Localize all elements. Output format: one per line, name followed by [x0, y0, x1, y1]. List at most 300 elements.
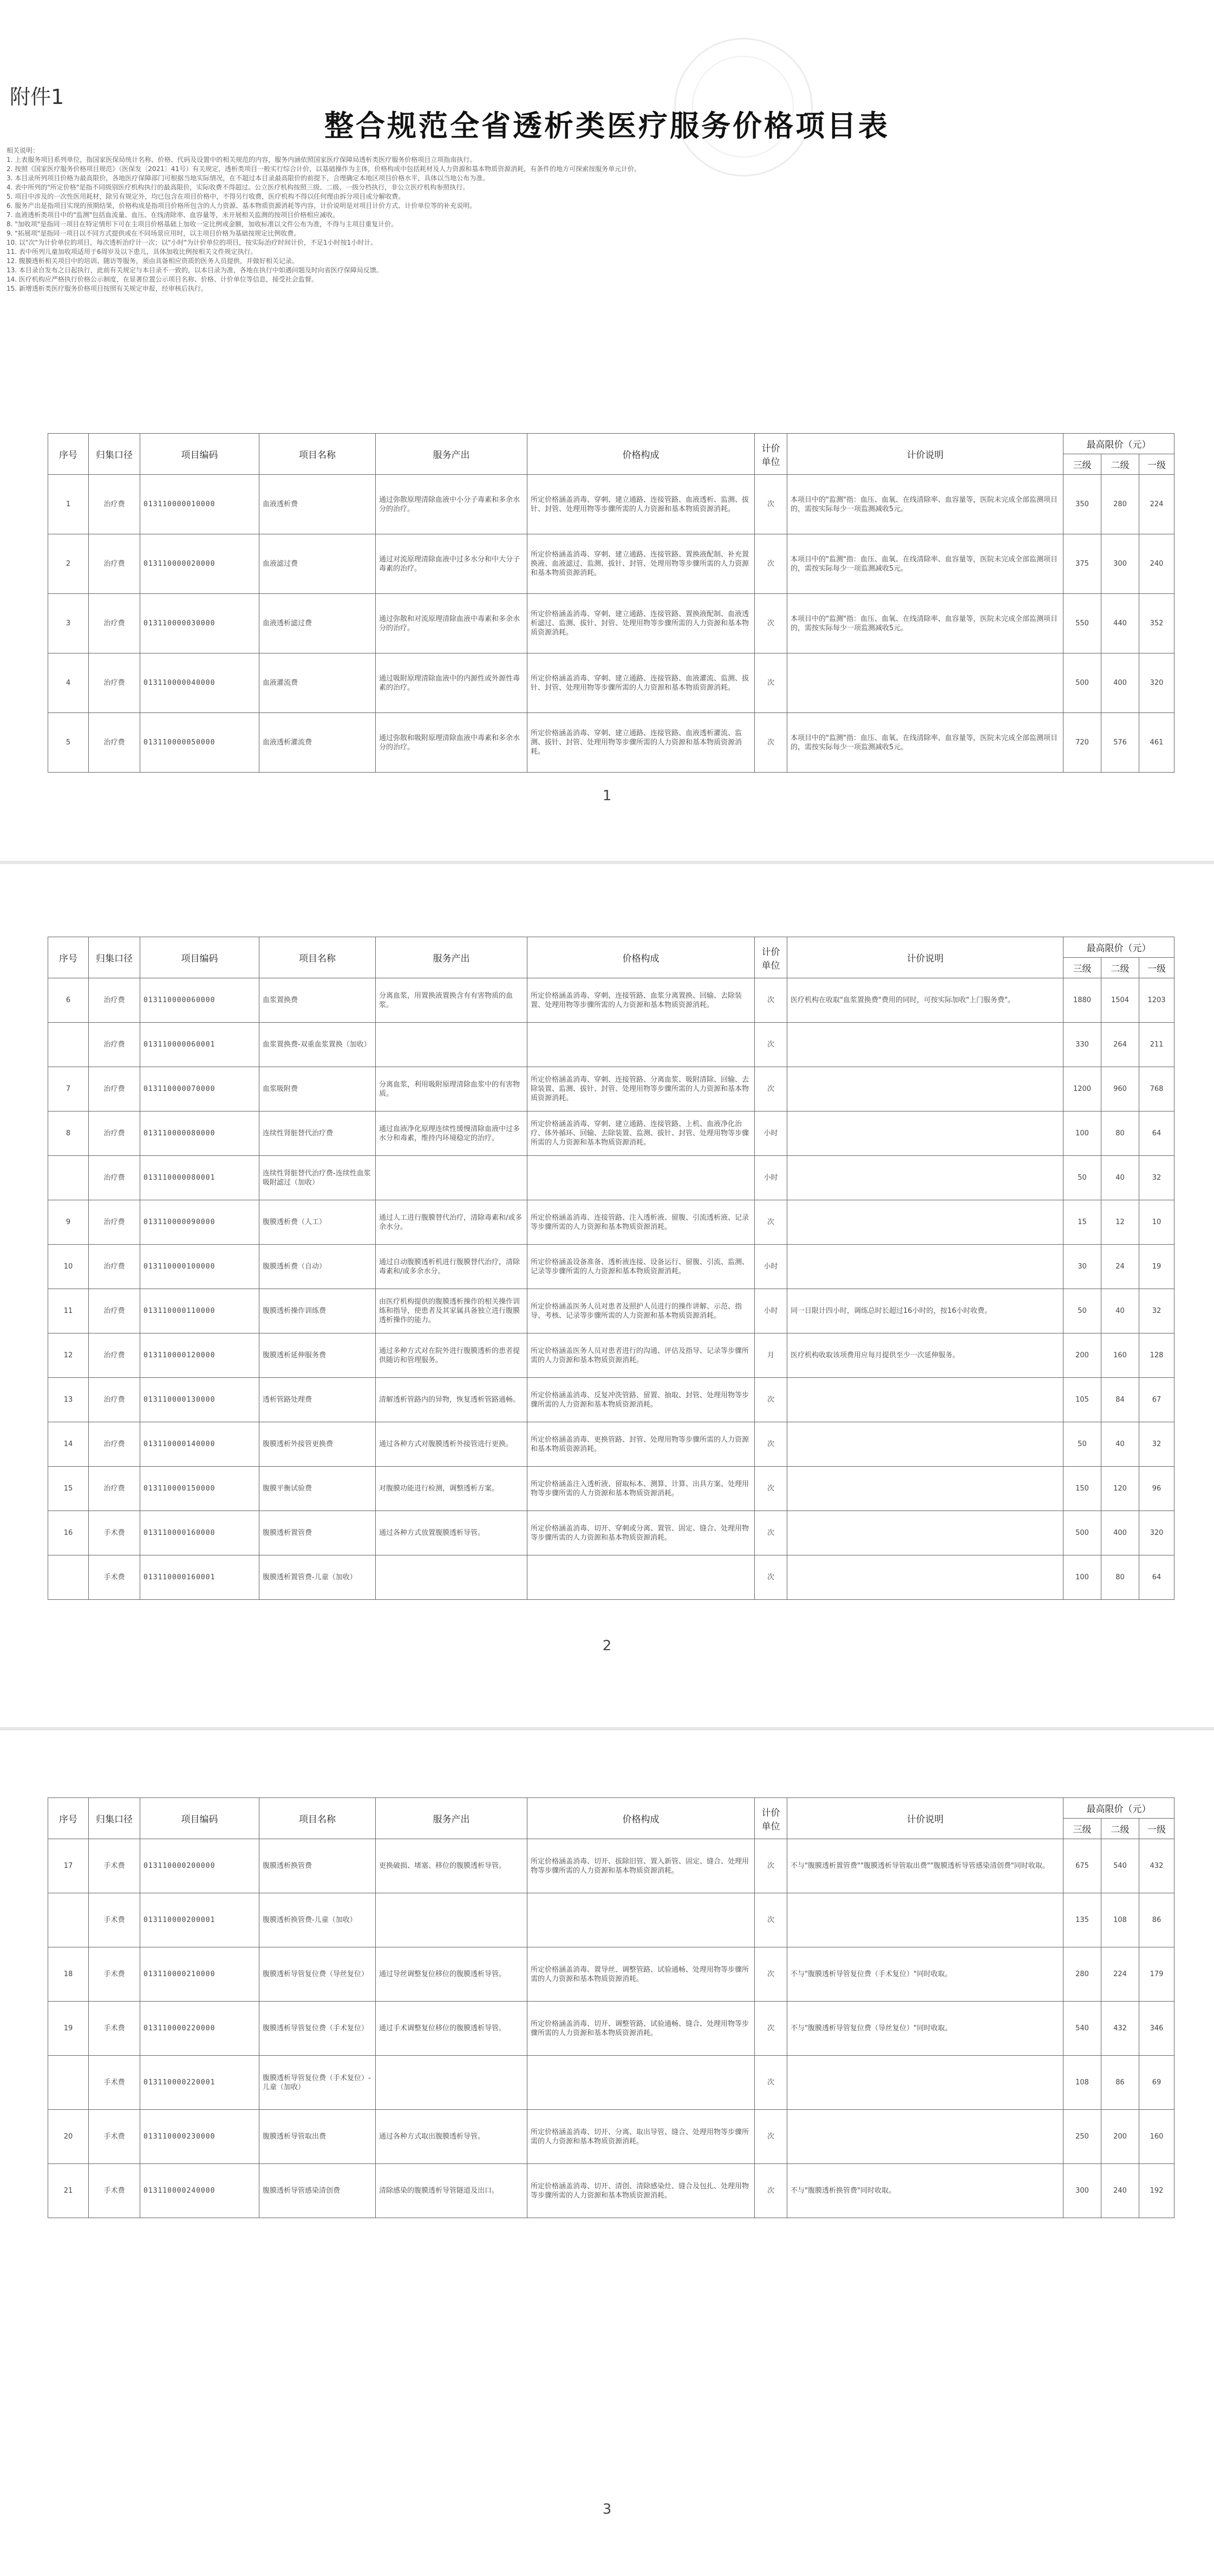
- note-line: 8. "加收项"是指同一项目在特定情形下可在主项目价格基础上加收一定比例或金额，加收标准以文件公布为准，不得与主项目重复计价。: [6, 220, 398, 228]
- seq-cell: 21: [48, 2164, 89, 2218]
- output-cell: 通过弥散和吸附原理清除血液中毒素和多余水分的治疗。: [376, 713, 527, 773]
- code-cell: 013110000030000: [140, 594, 259, 653]
- table-row: [48, 1245, 1174, 1289]
- code-cell: 013110000130000: [140, 1378, 259, 1422]
- name-cell: 腹膜透析换管费: [259, 1839, 376, 1893]
- price-level1: 128: [1139, 1333, 1174, 1378]
- table-row: [48, 978, 1174, 1023]
- price-level1: 432: [1139, 1839, 1174, 1893]
- category-cell: 手术费: [89, 1555, 140, 1600]
- header-output: 服务产出: [376, 937, 527, 978]
- seq-cell: 20: [48, 2110, 89, 2164]
- name-cell: 腹膜透析导管复位费（手术复位）-儿童（加收）: [259, 2056, 376, 2110]
- output-cell: 通过各种方式对腹膜透析外接管进行更换。: [376, 1422, 527, 1467]
- price-level2: 24: [1101, 1245, 1139, 1289]
- explanation-cell: [787, 1112, 1063, 1156]
- price-level1: 179: [1139, 1947, 1174, 2002]
- table-row: [48, 1289, 1174, 1333]
- seq-cell: 14: [48, 1422, 89, 1467]
- composition-cell: 所定价格涵盖消毒、反复冲洗管路、留置、抽取、封管、处理用物等步骤所需的人力资源和基本物质资源消耗。: [527, 1378, 755, 1422]
- composition-cell: 所定价格涵盖消毒、切开、分离、取出导管、缝合、处理用物等步骤所需的人力资源和基本物质资源消耗。: [527, 2110, 755, 2164]
- name-cell: 腹膜透析导管复位费（手术复位）: [259, 2002, 376, 2056]
- category-cell: 治疗费: [89, 1467, 140, 1511]
- price-level2: 80: [1101, 1555, 1139, 1600]
- header-code: 项目编码: [140, 937, 259, 978]
- price-level3: 500: [1063, 1511, 1101, 1555]
- unit-cell: 次: [755, 2002, 787, 2056]
- explanation-cell: 不与"腹膜透析换管费"同时收取。: [787, 2164, 1063, 2218]
- price-level3: 108: [1063, 2056, 1101, 2110]
- explanation-cell: [787, 1422, 1063, 1467]
- price-level1: 346: [1139, 2002, 1174, 2056]
- price-level3: 1880: [1063, 978, 1101, 1023]
- page-number: 2: [602, 1638, 612, 1654]
- price-level1: 768: [1139, 1067, 1174, 1112]
- seq-cell: 6: [48, 978, 89, 1023]
- header-level3: 三级: [1063, 958, 1101, 978]
- composition-cell: 所定价格涵盖消毒、置导丝、调整管路、试验通畅、处理用物等步骤所需的人力资源和基本物质资源消耗。: [527, 1947, 755, 2002]
- header-level2: 二级: [1101, 958, 1139, 978]
- header-name: 项目名称: [259, 434, 376, 475]
- category-cell: 治疗费: [89, 1067, 140, 1112]
- composition-cell: 所定价格涵盖注入透析液、留取标本、测算、计算、出具方案、处理用物等步骤所需的人力资源和基本物质资源消耗。: [527, 1467, 755, 1511]
- explanation-cell: [787, 653, 1063, 713]
- header-level2: 二级: [1101, 454, 1139, 475]
- unit-cell: 次: [755, 1511, 787, 1555]
- table-row: [48, 594, 1174, 653]
- category-cell: 治疗费: [89, 1112, 140, 1156]
- price-level3: 375: [1063, 534, 1101, 594]
- output-cell: [376, 2056, 527, 2110]
- price-level3: 250: [1063, 2110, 1101, 2164]
- explanation-cell: 本项目中的"监测"指：血压、血氧、在线清除率、血容量等，医院未完成全部监测项目的，需按实际每少一项监测减收5元。: [787, 475, 1063, 534]
- header-max-price: 最高限价（元）: [1063, 937, 1174, 958]
- output-cell: 通过对流原理清除血液中过多水分和中大分子毒素的治疗。: [376, 534, 527, 594]
- output-cell: 通过吸附原理清除血液中的内源性或外源性毒素的治疗。: [376, 653, 527, 713]
- price-level2: 440: [1101, 594, 1139, 653]
- price-level2: 200: [1101, 2110, 1139, 2164]
- unit-cell: 小时: [755, 1289, 787, 1333]
- price-level2: 160: [1101, 1333, 1139, 1378]
- code-cell: 013110000080001: [140, 1156, 259, 1200]
- code-cell: 013110000140000: [140, 1422, 259, 1467]
- price-level3: 30: [1063, 1245, 1101, 1289]
- category-cell: 手术费: [89, 2164, 140, 2218]
- output-cell: 清除感染的腹膜透析导管隧道及出口。: [376, 2164, 527, 2218]
- header-unit: 计价单位: [755, 937, 787, 978]
- table-row: [48, 1112, 1174, 1156]
- explanation-cell: [787, 1511, 1063, 1555]
- page-divider: [0, 1727, 1214, 1730]
- output-cell: 通过血液净化原理连续性缓慢清除血液中过多水分和毒素，维持内环境稳定的治疗。: [376, 1112, 527, 1156]
- note-line: 13. 本目录自发布之日起执行，此前有关规定与本目录不一致的，以本目录为准，各地在执行中如遇问题及时向省医疗保障局反馈。: [6, 266, 383, 274]
- category-cell: 治疗费: [89, 653, 140, 713]
- note-line: 2. 按照《国家医疗服务价格项目规范》（医保发〔2021〕41号）有关规定，透析类项目一般实行综合计价，以基础操作为主体，价格构成中包括耗材及人力资源和基本物质资源消耗，有条件的地方可探索按服务单元计价。: [6, 165, 641, 173]
- header-max-price: 最高限价（元）: [1063, 1798, 1174, 1819]
- composition-cell: 所定价格涵盖消毒、穿刺、建立通路、连接管路、血液透析灌流、监测、拔针、封管、处理用物等步骤所需的人力资源和基本物质资源消耗。: [527, 713, 755, 773]
- name-cell: 连续性肾脏替代治疗费: [259, 1112, 376, 1156]
- price-level2: 108: [1101, 1893, 1139, 1947]
- name-cell: 血浆置换费: [259, 978, 376, 1023]
- explanation-cell: 不与"腹膜透析置管费""腹膜透析导管取出费""腹膜透析导管感染清创费"同时收取。: [787, 1839, 1063, 1893]
- explanation-cell: [787, 2110, 1063, 2164]
- note-line: 7. 血液透析类项目中的"监测"包括血流量、血压、在线清除率、血容量等，未开展相关监测的按项目价格相应减收。: [6, 211, 340, 219]
- table-row: [48, 1947, 1174, 2002]
- seq-cell: [48, 2056, 89, 2110]
- unit-cell: 次: [755, 1467, 787, 1511]
- code-cell: 013110000210000: [140, 1947, 259, 2002]
- price-level3: 300: [1063, 2164, 1101, 2218]
- unit-cell: 次: [755, 475, 787, 534]
- price-level3: 720: [1063, 713, 1101, 773]
- header-explanation: 计价说明: [787, 937, 1063, 978]
- name-cell: 腹膜透析费（自动）: [259, 1245, 376, 1289]
- composition-cell: [527, 2056, 755, 2110]
- header-output: 服务产出: [376, 1798, 527, 1839]
- code-cell: 013110000220001: [140, 2056, 259, 2110]
- page-number: 1: [602, 788, 612, 804]
- price-level1: 320: [1139, 653, 1174, 713]
- page-divider: [0, 861, 1214, 864]
- explanation-cell: [787, 1245, 1063, 1289]
- table-row: [48, 1467, 1174, 1511]
- note-line: 4. 表中所列的"所定价格"是指不同级别医疗机构执行的最高限价，实际收费不得超过。公立医疗机构按照三级、二级、一级分档执行，非公立医疗机构参照执行。: [6, 184, 469, 191]
- unit-cell: 次: [755, 1067, 787, 1112]
- name-cell: 腹膜透析置管费: [259, 1511, 376, 1555]
- seq-cell: 4: [48, 653, 89, 713]
- explanation-cell: 不与"腹膜透析导管复位费（手术复位）"同时收取。: [787, 1947, 1063, 2002]
- category-cell: 手术费: [89, 1839, 140, 1893]
- name-cell: 透析管路处理费: [259, 1378, 376, 1422]
- table-row: [48, 1200, 1174, 1245]
- output-cell: 通过各种方式取出腹膜透析导管。: [376, 2110, 527, 2164]
- unit-cell: 次: [755, 713, 787, 773]
- explanation-cell: 同一日限计四小时，调练总时长超过16小时的，按16小时收费。: [787, 1289, 1063, 1333]
- unit-cell: 次: [755, 978, 787, 1023]
- code-cell: 013110000230000: [140, 2110, 259, 2164]
- explanation-cell: 本项目中的"监测"指：血压、血氧、在线清除率、血容量等，医院未完成全部监测项目的，需按实际每少一项监测减收5元。: [787, 594, 1063, 653]
- category-cell: 治疗费: [89, 1023, 140, 1067]
- composition-cell: 所定价格涵盖医务人员对患者及照护人员进行的操作讲解、示范、指导、考核、记录等步骤所需的人力资源和基本物质资源消耗。: [527, 1289, 755, 1333]
- explanation-cell: [787, 1893, 1063, 1947]
- header-level3: 三级: [1063, 454, 1101, 475]
- table-row: [48, 475, 1174, 534]
- note-line: 11. 表中所列儿童加收项适用于6周岁及以下患儿，具体加收比例按相关文件规定执行。: [6, 248, 257, 256]
- name-cell: 腹膜透析换管费-儿童（加收）: [259, 1893, 376, 1947]
- category-cell: 治疗费: [89, 1333, 140, 1378]
- output-cell: 通过人工进行腹膜替代治疗，清除毒素和/或多余水分。: [376, 1200, 527, 1245]
- table-row: [48, 1422, 1174, 1467]
- code-cell: 013110000070000: [140, 1067, 259, 1112]
- unit-cell: 次: [755, 653, 787, 713]
- code-cell: 013110000110000: [140, 1289, 259, 1333]
- price-level1: 240: [1139, 534, 1174, 594]
- header-unit: 计价单位: [755, 434, 787, 475]
- name-cell: 腹膜透析延伸服务费: [259, 1333, 376, 1378]
- table-row: [48, 1555, 1174, 1600]
- header-seq: 序号: [48, 434, 89, 475]
- explanation-cell: [787, 1067, 1063, 1112]
- name-cell: 腹膜透析导管取出费: [259, 2110, 376, 2164]
- price-level3: 50: [1063, 1422, 1101, 1467]
- explanation-cell: [787, 1378, 1063, 1422]
- header-name: 项目名称: [259, 937, 376, 978]
- composition-cell: 所定价格涵盖消毒、切开、拔除旧管、置入新管、固定、缝合、处理用物等步骤所需的人力资源和基本物质资源消耗。: [527, 1839, 755, 1893]
- name-cell: 连续性肾脏替代治疗费-连续性血浆吸附滤过（加收）: [259, 1156, 376, 1200]
- explanation-cell: [787, 1023, 1063, 1067]
- name-cell: 血液灌流费: [259, 653, 376, 713]
- price-level2: 40: [1101, 1422, 1139, 1467]
- price-level2: 280: [1101, 475, 1139, 534]
- table-row: [48, 2056, 1174, 2110]
- price-level2: 40: [1101, 1156, 1139, 1200]
- price-level3: 350: [1063, 475, 1101, 534]
- seq-cell: 8: [48, 1112, 89, 1156]
- price-level1: 192: [1139, 2164, 1174, 2218]
- name-cell: 腹膜透析置管费-儿童（加收）: [259, 1555, 376, 1600]
- header-category: 归集口径: [89, 434, 140, 475]
- unit-cell: 次: [755, 1200, 787, 1245]
- unit-cell: 次: [755, 2056, 787, 2110]
- composition-cell: 所定价格涵盖消毒、穿刺、建立通路、连接管路、置换液配制、血液透析滤过、监测、拔针、封管、处理用物等步骤所需的人力资源和基本物质资源消耗。: [527, 594, 755, 653]
- table-row: [48, 534, 1174, 594]
- seq-cell: 19: [48, 2002, 89, 2056]
- composition-cell: 所定价格涵盖消毒、更换管路、封管、处理用物等步骤所需的人力资源和基本物质资源消耗。: [527, 1422, 755, 1467]
- category-cell: 手术费: [89, 1511, 140, 1555]
- header-code: 项目编码: [140, 434, 259, 475]
- note-line: 1. 上表服务项目系列单位，指国家医保局统计名称、价格、代码及设置中的相关规范的内容，服务内涵依照国家医疗保障局透析类医疗服务价格项目立项指南执行。: [6, 156, 477, 164]
- price-level3: 50: [1063, 1156, 1101, 1200]
- output-cell: 由医疗机构提供的腹膜透析操作的相关操作训练和指导，使患者及其家属具备独立进行腹膜透析操作的能力。: [376, 1289, 527, 1333]
- price-level3: 550: [1063, 594, 1101, 653]
- explanation-cell: 不与"腹膜透析导管复位费（导丝复位）"同时收取。: [787, 2002, 1063, 2056]
- code-cell: 013110000200000: [140, 1839, 259, 1893]
- page-1: [0, 0, 1214, 834]
- price-level1: 19: [1139, 1245, 1174, 1289]
- name-cell: 血浆吸附费: [259, 1067, 376, 1112]
- price-level3: 500: [1063, 653, 1101, 713]
- composition-cell: 所定价格涵盖设备准备、透析液连接、设备运行、留腹、引流、监测、记录等步骤所需的人力资源和基本物质资源消耗。: [527, 1245, 755, 1289]
- output-cell: 通过多种方式对在院外进行腹膜透析的患者提供随访和管理服务。: [376, 1333, 527, 1378]
- unit-cell: 月: [755, 1333, 787, 1378]
- price-level1: 67: [1139, 1378, 1174, 1422]
- seq-cell: 17: [48, 1839, 89, 1893]
- price-level2: 224: [1101, 1947, 1139, 2002]
- category-cell: 治疗费: [89, 534, 140, 594]
- note-line: 3. 本目录所列项目价格为最高限价，各地医疗保障部门可根据当地实际情况，在不超过本目录最高限价的前提下，合理确定本地区项目价格水平，具体以当地公布为准。: [6, 174, 489, 182]
- explanation-cell: [787, 1467, 1063, 1511]
- price-level2: 86: [1101, 2056, 1139, 2110]
- unit-cell: 次: [755, 2110, 787, 2164]
- explanation-cell: 本项目中的"监测"指：血压、血氧、在线清除率、血容量等，医院未完成全部监测项目的，需按实际每少一项监测减收5元。: [787, 713, 1063, 773]
- price-level2: 400: [1101, 1511, 1139, 1555]
- price-level1: 32: [1139, 1289, 1174, 1333]
- explanation-cell: 本项目中的"监测"指：血压、血氧、在线清除率、血容量等，医院未完成全部监测项目的，需按实际每少一项监测减收5元。: [787, 534, 1063, 594]
- seq-cell: 16: [48, 1511, 89, 1555]
- header-composition: 价格构成: [527, 937, 755, 978]
- code-cell: 013110000160001: [140, 1555, 259, 1600]
- price-level2: 12: [1101, 1200, 1139, 1245]
- explanation-cell: [787, 1156, 1063, 1200]
- name-cell: 血液透析滤过费: [259, 594, 376, 653]
- category-cell: 治疗费: [89, 1378, 140, 1422]
- price-level3: 280: [1063, 1947, 1101, 2002]
- seq-cell: [48, 1893, 89, 1947]
- table-row: [48, 1839, 1174, 1893]
- category-cell: 手术费: [89, 1893, 140, 1947]
- header-seq: 序号: [48, 1798, 89, 1839]
- composition-cell: 所定价格涵盖消毒、穿刺、连接管路、分离血浆、吸附清除、回输、去除装置、监测、拔针、封管、处理用物等步骤所需的人力资源和基本物质资源消耗。: [527, 1067, 755, 1112]
- table-row: [48, 1023, 1174, 1067]
- price-level1: 160: [1139, 2110, 1174, 2164]
- category-cell: 治疗费: [89, 978, 140, 1023]
- price-level3: 675: [1063, 1839, 1101, 1893]
- output-cell: 分离血浆，利用吸附原理清除血浆中的有害物质。: [376, 1067, 527, 1112]
- header-explanation: 计价说明: [787, 434, 1063, 475]
- output-cell: [376, 1023, 527, 1067]
- composition-cell: 所定价格涵盖消毒、穿刺、连接管路、血浆分离置换、回输、去除装置、处理用物等步骤所需的人力资源和基本物质资源消耗。: [527, 978, 755, 1023]
- unit-cell: 次: [755, 1023, 787, 1067]
- composition-cell: 所定价格涵盖消毒、连接管路、注入透析液、留腹、引流透析液、记录等步骤所需的人力资源和基本物质资源消耗。: [527, 1200, 755, 1245]
- seq-cell: 5: [48, 713, 89, 773]
- code-cell: 013110000150000: [140, 1467, 259, 1511]
- seq-cell: 3: [48, 594, 89, 653]
- name-cell: 腹膜透析导管感染清创费: [259, 2164, 376, 2218]
- seq-cell: 1: [48, 475, 89, 534]
- composition-cell: [527, 1555, 755, 1600]
- price-level1: 86: [1139, 1893, 1174, 1947]
- header-level1: 一级: [1139, 454, 1174, 475]
- price-level2: 40: [1101, 1289, 1139, 1333]
- unit-cell: 次: [755, 534, 787, 594]
- unit-cell: 次: [755, 1947, 787, 2002]
- price-level3: 105: [1063, 1378, 1101, 1422]
- explanation-cell: [787, 1200, 1063, 1245]
- category-cell: 治疗费: [89, 594, 140, 653]
- code-cell: 013110000160000: [140, 1511, 259, 1555]
- composition-cell: 所定价格涵盖消毒、切开、穿刺或分离、置管、固定、缝合、处理用物等步骤所需的人力资源和基本物质资源消耗。: [527, 1511, 755, 1555]
- output-cell: 通过自动腹膜透析机进行腹膜替代治疗，清除毒素和/或多余水分。: [376, 1245, 527, 1289]
- table-row: [48, 713, 1174, 773]
- header-category: 归集口径: [89, 1798, 140, 1839]
- composition-cell: 所定价格涵盖消毒、穿刺、建立通路、连接管路、置换液配制、补充置换液、血液滤过、监测、拔针、封管、处理用物等步骤所需的人力资源和基本物质资源消耗。: [527, 534, 755, 594]
- code-cell: 013110000240000: [140, 2164, 259, 2218]
- header-seq: 序号: [48, 937, 89, 978]
- table-row: [48, 2164, 1174, 2218]
- seq-cell: [48, 1023, 89, 1067]
- header-level2: 二级: [1101, 1819, 1139, 1839]
- composition-cell: 所定价格涵盖医务人员对患者进行的沟通、评估及指导、记录等步骤所需的人力资源和基本物质资源消耗。: [527, 1333, 755, 1378]
- composition-cell: [527, 1893, 755, 1947]
- output-cell: 对腹膜功能进行检测，调整透析方案。: [376, 1467, 527, 1511]
- composition-cell: [527, 1156, 755, 1200]
- page-2: [0, 877, 1214, 1711]
- name-cell: 血浆置换费-双重血浆置换（加收）: [259, 1023, 376, 1067]
- table-row: [48, 653, 1174, 713]
- price-level2: 432: [1101, 2002, 1139, 2056]
- price-level3: 100: [1063, 1555, 1101, 1600]
- code-cell: 013110000050000: [140, 713, 259, 773]
- seq-cell: 12: [48, 1333, 89, 1378]
- fee-table-page-2: [48, 937, 1174, 1600]
- header-level3: 三级: [1063, 1819, 1101, 1839]
- price-level1: 211: [1139, 1023, 1174, 1067]
- document-title: 整合规范全省透析类医疗服务价格项目表: [324, 109, 890, 143]
- output-cell: 通过弥散和对流原理清除血液中毒素和多余水分的治疗。: [376, 594, 527, 653]
- header-code: 项目编码: [140, 1798, 259, 1839]
- note-line: 6. 服务产出是指项目实现的预期结果，价格构成是指项目价格所包含的人力资源、基本物质资源消耗等内容，计价说明是对项目计价方式、计价单位等的补充说明。: [6, 202, 477, 210]
- unit-cell: 次: [755, 594, 787, 653]
- code-cell: 013110000120000: [140, 1333, 259, 1378]
- code-cell: 013110000090000: [140, 1200, 259, 1245]
- category-cell: 手术费: [89, 2110, 140, 2164]
- header-composition: 价格构成: [527, 1798, 755, 1839]
- seq-cell: [48, 1555, 89, 1600]
- table-row: [48, 1378, 1174, 1422]
- unit-cell: 次: [755, 1893, 787, 1947]
- name-cell: 腹膜平衡试验费: [259, 1467, 376, 1511]
- price-level3: 200: [1063, 1333, 1101, 1378]
- code-cell: 013110000060000: [140, 978, 259, 1023]
- header-unit: 计价单位: [755, 1798, 787, 1839]
- price-level2: 240: [1101, 2164, 1139, 2218]
- header-explanation: 计价说明: [787, 1798, 1063, 1839]
- price-level2: 80: [1101, 1112, 1139, 1156]
- code-cell: 013110000220000: [140, 2002, 259, 2056]
- header-level1: 一级: [1139, 1819, 1174, 1839]
- category-cell: 治疗费: [89, 1200, 140, 1245]
- unit-cell: 小时: [755, 1245, 787, 1289]
- category-cell: 手术费: [89, 2002, 140, 2056]
- price-level1: 64: [1139, 1555, 1174, 1600]
- code-cell: 013110000080000: [140, 1112, 259, 1156]
- note-line: 5. 项目中涉及的一次性医用耗材，除另有规定外，均已包含在项目价格中，不得另行收费，医疗机构不得以任何理由拆分项目或分解收费。: [6, 193, 405, 200]
- table-row: [48, 2110, 1174, 2164]
- price-level2: 300: [1101, 534, 1139, 594]
- header-name: 项目名称: [259, 1798, 376, 1839]
- explanation-cell: [787, 2056, 1063, 2110]
- category-cell: 治疗费: [89, 1245, 140, 1289]
- unit-cell: 次: [755, 1422, 787, 1467]
- price-level2: 960: [1101, 1067, 1139, 1112]
- category-cell: 治疗费: [89, 1156, 140, 1200]
- composition-cell: 所定价格涵盖消毒、切开、调整管路、试验通畅、缝合、处理用物等步骤所需的人力资源和基本物质资源消耗。: [527, 2002, 755, 2056]
- price-level1: 96: [1139, 1467, 1174, 1511]
- price-level3: 330: [1063, 1023, 1101, 1067]
- name-cell: 腹膜透析导管复位费（导丝复位）: [259, 1947, 376, 2002]
- code-cell: 013110000060001: [140, 1023, 259, 1067]
- unit-cell: 次: [755, 1839, 787, 1893]
- seq-cell: 9: [48, 1200, 89, 1245]
- name-cell: 腹膜透析外接管更换费: [259, 1422, 376, 1467]
- price-level1: 32: [1139, 1156, 1174, 1200]
- table-row: [48, 1156, 1174, 1200]
- output-cell: 通过各种方式放置腹膜透析导管。: [376, 1511, 527, 1555]
- composition-cell: [527, 1023, 755, 1067]
- seq-cell: 15: [48, 1467, 89, 1511]
- output-cell: [376, 1555, 527, 1600]
- unit-cell: 次: [755, 1378, 787, 1422]
- price-level2: 576: [1101, 713, 1139, 773]
- seq-cell: 10: [48, 1245, 89, 1289]
- price-level1: 64: [1139, 1112, 1174, 1156]
- code-cell: 013110000200001: [140, 1893, 259, 1947]
- note-line: 12. 腹膜透析相关项目中的培训、随访等服务，须由具备相应资质的医务人员提供，并做好相关记录。: [6, 257, 298, 265]
- price-level2: 84: [1101, 1378, 1139, 1422]
- output-cell: 通过导丝调整复位移位的腹膜透析导管。: [376, 1947, 527, 2002]
- header-composition: 价格构成: [527, 434, 755, 475]
- price-level3: 50: [1063, 1289, 1101, 1333]
